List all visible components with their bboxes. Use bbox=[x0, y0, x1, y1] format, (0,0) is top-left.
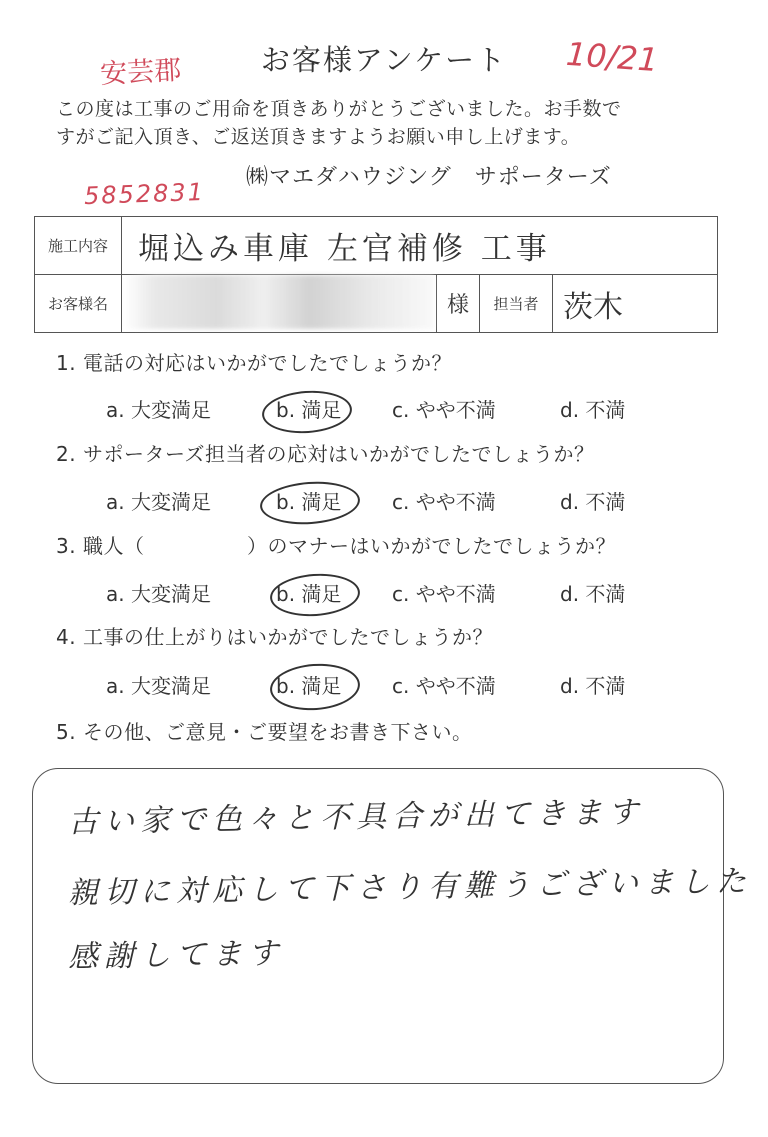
q1-selected-circle bbox=[261, 388, 354, 436]
page-title: お客様アンケート bbox=[260, 43, 508, 77]
q1-option-c[interactable]: c. やや不満 bbox=[392, 398, 496, 422]
intro-line-1: この度は工事のご用命を頂きありがとうございました。お手数で bbox=[56, 98, 622, 120]
q4-option-d[interactable]: d. 不満 bbox=[560, 674, 626, 698]
honorific: 様 bbox=[437, 275, 480, 333]
handwritten-id: 5852831 bbox=[83, 177, 206, 211]
q3-option-a[interactable]: a. 大変満足 bbox=[106, 582, 211, 606]
work-value-cell[interactable] bbox=[122, 217, 718, 275]
q4-option-c[interactable]: c. やや不満 bbox=[392, 674, 496, 698]
q2-option-c[interactable]: c. やや不満 bbox=[392, 490, 496, 514]
staff-value-cell[interactable] bbox=[553, 275, 718, 333]
question-4: 4. 工事の仕上がりはいかがでしたでしょうか？ bbox=[56, 625, 493, 649]
comment-line-1: 古い家で色々と不具合が出てきます bbox=[67, 794, 645, 841]
q4-option-a[interactable]: a. 大変満足 bbox=[106, 674, 211, 698]
comment-line-3: 感謝してます bbox=[67, 936, 285, 975]
staff-value: 茨木 bbox=[563, 289, 623, 325]
question-2: 2. サポーターズ担当者の応対はいかがでしたでしょうか？ bbox=[56, 442, 595, 466]
staff-label: 担当者 bbox=[480, 275, 553, 333]
q1-option-a[interactable]: a. 大変満足 bbox=[106, 398, 211, 422]
customer-label: お客様名 bbox=[35, 275, 122, 333]
question-3: 3. 職人（ ）のマナーはいかがでしたでしょうか？ bbox=[56, 534, 616, 558]
q4-option-b[interactable]: b. 満足 bbox=[276, 674, 342, 698]
company-name: ㈱マエダハウジング サポーターズ bbox=[246, 165, 612, 190]
handwritten-date: 10/21 bbox=[564, 34, 660, 80]
q2-option-b[interactable]: b. 満足 bbox=[276, 490, 342, 514]
comment-line-2: 親切に対応して下さり有難うございました bbox=[67, 864, 753, 911]
q2-selected-circle bbox=[259, 479, 362, 528]
work-label: 施工内容 bbox=[35, 217, 122, 275]
work-value: 堀込み車庫 左官補修 工事 bbox=[138, 231, 551, 267]
intro-line-2: すがご記入頂き、ご返送頂きますようお願い申し上げます。 bbox=[56, 126, 581, 148]
q3-option-b[interactable]: b. 満足 bbox=[276, 582, 342, 606]
q2-option-a[interactable]: a. 大変満足 bbox=[106, 490, 211, 514]
q4-selected-circle bbox=[269, 661, 362, 713]
q1-option-b[interactable]: b. 満足 bbox=[276, 398, 342, 422]
question-1: 1. 電話の対応はいかがでしたでしょうか？ bbox=[56, 351, 452, 375]
handwritten-area: 安芸郡 bbox=[99, 54, 182, 91]
redacted-customer-name bbox=[124, 275, 434, 329]
q3-option-c[interactable]: c. やや不満 bbox=[392, 582, 496, 606]
q3-option-d[interactable]: d. 不満 bbox=[560, 582, 626, 606]
question-5: 5. その他、ご意見・ご要望をお書き下さい。 bbox=[56, 720, 473, 744]
q2-option-d[interactable]: d. 不満 bbox=[560, 490, 626, 514]
q1-option-d[interactable]: d. 不満 bbox=[560, 398, 626, 422]
